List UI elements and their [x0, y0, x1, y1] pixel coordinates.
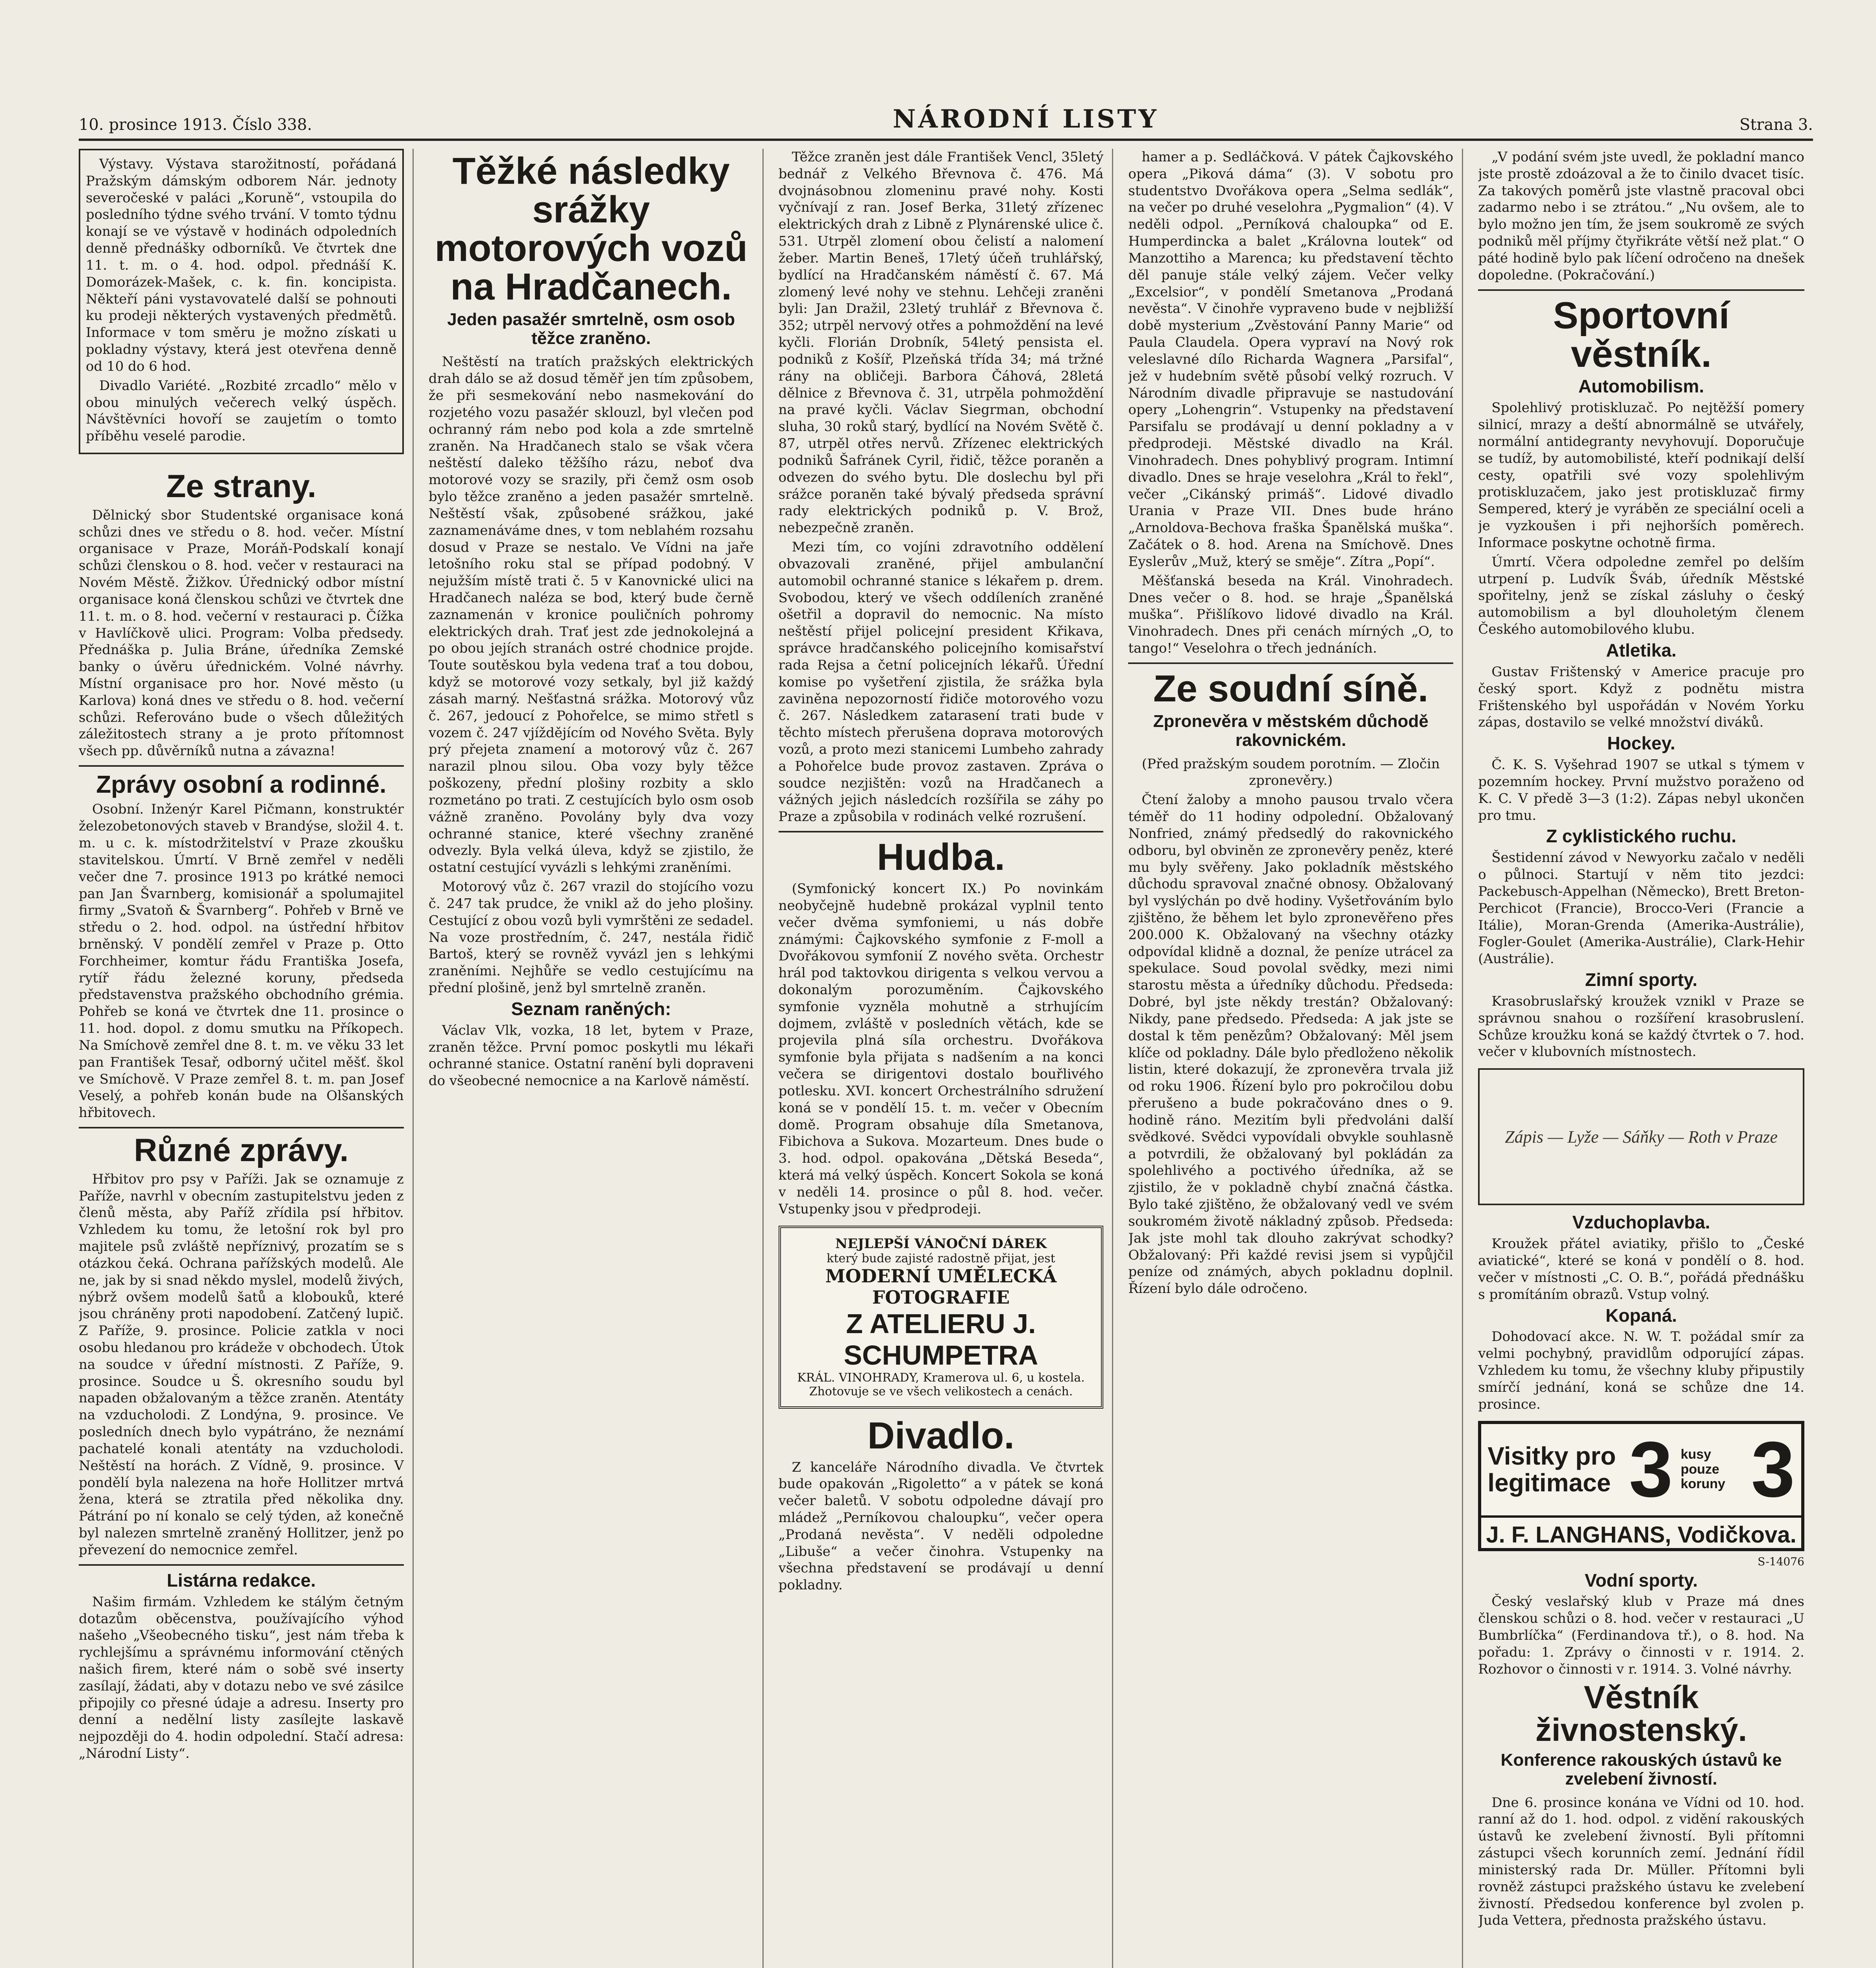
- kopana-paragraph: Dohodovací akce. N. W. T. požádal smír za velmi pochybný, pravidlům odporující zápas. Vzhledem ku tomu, že všechny kluby připustily smírčí jednání, koná se schůze dne 14. prosince.: [1478, 1329, 1804, 1412]
- section-title-divadlo: Divadlo.: [867, 1414, 1015, 1457]
- divider: [779, 831, 1104, 832]
- vodni-paragraph: Český veslařský klub v Praze má dnes členskou schůzi o 8. hod. večer v restauraci „U Bumbrlíčka“ (Ferdinandova tř.), o 8. hod. Na pořadu: 1. Zprávy o činnosti v r. 1914. 2. Rozhovor o činnosti v r. 1914. 3. Volné návrhy.: [1478, 1594, 1804, 1677]
- article-body: [1478, 400, 1804, 638]
- section-title-zivnostensky: Věstník živnostenský.: [1535, 1679, 1747, 1748]
- article-body: [1478, 664, 1804, 731]
- hudba-paragraph: (Symfonický koncert IX.) Po novinkám neobyčejně hudebně prokázal vyplnil tento večer dvěma symfoniemi, u nás dobře známými: Čajkovského symfonie z F-moll a Dvořákovou symfonií Z nového světa. Orchestr hrál pod taktovkou dirigenta s velkou vervou a dokonalým porozuměním. Čajkovského symfonie vyzněla mohutně a strhujícím dojmem, zvláště v posledních větách, kde se projevila plná síla orchestru. Dvořákova symfonie byla přijata s nadšením a na konci večera se dirigentovi dostalo bouřlivého potlesku. XVI. koncert Orchestrálního sdružení koná se v pondělí 15. t. m. večer v Obecním domě. Program obsahuje díla Smetanova, Fibichova a Sukova. Mozarteum. Dnes bude o 3. hod. odpol. opakována „Dětská Beseda“, která má velký úspěch. Koncert Sokola se koná v neděli 14. prosince o půl 8. hod. večer. Vstupenky jsou v předprodeji.: [778, 881, 1104, 1217]
- subsection-zimni: Zimní sporty.: [1585, 969, 1698, 990]
- atletika-paragraph: Gustav Frištenský v Americe pracuje pro český sport. Když z podnětu mistra Frištenského byl uspořádán v Novém Yorku zápas, dostavilo se velké množství diváků.: [1478, 664, 1804, 731]
- article-body: [1478, 1328, 1804, 1413]
- article-body: [1478, 756, 1804, 824]
- article-body: [1478, 1794, 1804, 1929]
- section-title-seznam: Seznam raněných:: [511, 998, 671, 1019]
- section-title-listarna: Listárna redakce.: [167, 1570, 316, 1591]
- article-body: [429, 353, 754, 996]
- divider: [79, 765, 404, 767]
- zivno-paragraph: Dne 6. prosince konána ve Vídni od 10. hod. ranní až do 1. hod. odpol. z vidění rakouských ústavů ke zvelebení živností. Byli přítomni zástupci všech korunních zemí. Jednání řídil ministerský rada Dr. Müller. Přítomni byli rovněž zástupci pražského ústavu ke zvelebení živností. Předsedou konference byl zvolen p. Juda Vettera, přednosta pražského ústavu.: [1478, 1794, 1804, 1929]
- opera-paragraph: hamer a p. Sedláčková. V pátek Čajkovského opera „Piková dáma“ (3). V sobotu pro studentstvo Dvořákova opera „Selma sedlák“, na večer po druhé veselohra „Pygmalion“ (4). V neděli odpol. „Perníková chaloupka“ od E. Humperdincka a balet „Královna loutek“ od Manzottiho a Marenca; ku představení těchto děl panuje stále velký zájem. Večer velky „Excelsior“, v pondělí Smetanova „Prodaná nevěsta“. V činohře vypraveno bude v nejbližší době mysterium „Zvěstování Panny Marie“ od Paula Claudela. Opera vypraví na Nový rok veleslavné dílo Richarda Wagnera „Parsifal“, jež v hudebním světě působí velký rozruch. V Národním divadle připravuje se nastudování opery „Lohengrin“. Vstupenky na představení Parsifalu se prodávají u denní pokladny a v předprodeji. Městské divadlo na Král. Vinohradech. Dnes pohyblivý program. Intimní divadlo. Dnes se hraje veselohra „Král to řekl“, večer „Cikánský primáš“. Lidové divadlo Urania v Praze VII. Dnes bude hráno „Arnoldova-Bechova fraška Španělská muška“. Začátek o 8. hod. Arena na Smíchově. Dnes Eyslerův „Muž, který se směje“. Zítra „Popí“.: [1128, 149, 1454, 570]
- article-body: [1478, 993, 1804, 1060]
- vzducho-paragraph: Kroužek přátel aviatiky, přišlo to „České aviatické“, které se koná v pondělí o 8. hod. večer v místnosti „C. O. B.“, pořádá přednášku s promítáním obrazů. Vstup volný.: [1478, 1236, 1804, 1302]
- soud-paragraph: Čtení žaloby a mnoho pausou trvalo včera téměř do 11 hodiny odpolední. Obžalovaný Nonfried, známý předsedlý do rakovnického odboru, byl obviněn ze zpronevěry peněz, které mu byly svěřeny. Jako pokladník městského důchodu spravoval značné obnosy. Obžalovaný byl vyslýchán po dvě hodiny. Vyšetřováním bylo zjištěno, že během let bylo zpronevěřeno přes 200.000 K. Obžalovaný na všechny otázky odpovídal klidně a doznal, že peníze utrácel za spekulace. Soud povolal svědky, mezi nimi starostu města a úředníky důchodu. Předseda: Dobré, byl jste někdy trestán? Obžalovaný: Nikdy, pane předsedo. Předseda: A jak jste se dostal k těm penězům? Obžalovaný: Měl jsem klíče od pokladny. Dále bylo předloženo několik listin, které dokazují, že zpronevěra trvala již od roku 1906. Řízení bylo pro pokročilou dobu přerušeno a bude pokračováno dnes o 9. hodině ráno. Mezitím byli předvoláni další svědkové. Svědci vypovídali obvykle souhlasně a potvrdili, že obžalovaný byl pokládán za spolehlivého a poctivého úředníka, až se zjistilo, že v pokladně chybí značná částka. Bylo také zjištěno, že obžalovaný vedl ve svém soukromém životě nákladný způsob. Předseda: Jak jste mohl tak dlouho zakrývat schodky? Obžalovaný: Při každé revisi jsem si vypůjčil peníze od známých, abych pokladnu doplnil. Řízení bylo dále odročeno.: [1128, 792, 1454, 1297]
- section-title-soudni-sin: Ze soudní síně.: [1153, 667, 1428, 710]
- article-body: [429, 1022, 754, 1089]
- ad-line: MODERNÍ UMĚLECKÁ FOTOGRAFIE: [825, 1265, 1057, 1308]
- ad-line: který bude zajisté radostně přijat, jest: [827, 1251, 1055, 1265]
- zraneni-paragraph-2: Mezi tím, co vojíni zdravotního oddělení obvazovali zraněné, přijel ambulanční automobil ochranné stanice s lékařem p. drem. Svobodou, který ve všech oddíleních zraněné ošetřil a dopravil do nemocnic. Na místo neštěstí přijel policejní president Křikava, správce hradčanského policejního komisařství rada Rejsa a četní policejních lékařů. Úřední komise po vyšetření zjistila, že srážka byla zaviněna nepozorností řidiče motorového vozu č. 267. Následkem zatarasení trati bude v těchto místech přerušena doprava motorových vozů, a proto mezi stanicemi Lumbeho zahrady a Pohořelce bude provoz zastaven. Zpráva o soudce nezjištěn: vozů na Hradčanech a vážných jejich následcích rozšířila se záhy po Praze a způsobila v rodinách velké rozrušení.: [778, 539, 1104, 825]
- article-body: [1128, 756, 1453, 790]
- subsection-vzducho: Vzduchoplavba.: [1572, 1212, 1710, 1233]
- column-4: [1128, 149, 1463, 1968]
- ad-brand: Z ATELIERU J. SCHUMPETRA: [844, 1308, 1038, 1371]
- soud-note: (Před pražským soudem porotním. — Zločin zpronevěry.): [1142, 756, 1440, 789]
- article-body: [1128, 792, 1453, 1297]
- subsection-vodni: Vodní sporty.: [1585, 1570, 1698, 1591]
- stamp-ad-roth: Zápis — Lyže — Sáňky — Roth v Praze: [1478, 1068, 1804, 1205]
- visitky-left: Visitky pro legitimace: [1487, 1442, 1616, 1497]
- subsection-cyklo: Z cyklistického ruchu.: [1546, 826, 1737, 847]
- seznam-paragraph: Václav Vlk, vozka, 18 let, bytem v Praze, zraněn těžce. První pomoc poskytli mu lékaři ochranné stanice. Ostatní ranění byli dopraveni do všeobecné nemocnice a na Karlově náměstí.: [428, 1022, 754, 1089]
- column-1: [79, 149, 414, 1968]
- listarna-paragraph: Našim firmám. Vzhledem ke stálým četným dotazům oběcenstva, používajícího výhod našeho „Všeobecného tisku“, jest nám třeba k rychlejšímu a správnému informování ctěných našich firem, které nám o sobě své inserty zasílají, žádati, aby v dotazu nebo ve své zásilce připojily co přesné údaje a adresu. Inserty pro denní a nedělní listy zasílejte laskavě nejpozději do 4. hodin odpolední. Stačí adresa: „Národní Listy“.: [79, 1594, 404, 1762]
- article-body: [79, 1594, 404, 1762]
- article-body: [1478, 149, 1804, 284]
- visitky-row: [1481, 1424, 1801, 1515]
- subheadline-zivno: Konference rakouských ústavů ke zvelebení živností.: [1500, 1750, 1782, 1789]
- visitky-price: 3: [1751, 1425, 1795, 1513]
- article-body: [1478, 1593, 1804, 1678]
- section-title-ze-strany: Ze strany.: [166, 468, 316, 505]
- zpravy-osobni-paragraph: Osobní. Inženýr Karel Pičmann, konstruktér železobetonových staveb v Brandýse, složil 4. t. m. u c. k. místodržitelství v Praze zkoušku stavitelskou. Úmrtí. V Brně zemřel v neděli večer dne 7. prosince 1913 po krátké nemoci pan Jan Švarnberg, komisionář a spolumajitel firmy „Svatoň & Švarnberg“. Pohřeb v Brně ve středu o 2. hod. odpol. na ústřední hřbitov brněnský. V pondělí zemřel v Praze p. Otto Forchheimer, komtur řádu Františka Josefa, rytíř řádu železné koruny, předseda představenstva pražského obchodního grémia. Pohřeb se koná ve čtvrtek dne 11. prosince o 11. hod. dopol. z domu smutku na Příkopech. Na Smíchově zemřel dne 8. t. m. ve věku 33 let pan František Tesař, odborný učitel měšť. škol ve Smíchově. V Praze zemřel 8. t. m. pan Josef Veselý, a pohřeb konán bude na Olšanských hřbitovech.: [79, 801, 404, 1121]
- subsection-kopana: Kopaná.: [1605, 1305, 1677, 1326]
- article-body: [779, 1459, 1104, 1594]
- section-title-sport: Sportovní věstník.: [1553, 294, 1730, 375]
- columns: [79, 149, 1813, 1968]
- zraneni-paragraph: Těžce zraněn jest dále František Vencl, 35letý bednář z Velkého Břevnova č. 476. Má dvojnásobnou zlomeninu pravé nohy. Kosti vyčnívají z ran. Josef Berka, 31letý zřízenec elektrických drah z Libně z Plynárenské ulice č. 531. Utrpěl zlomení obou čelistí a nalomení žeber. Martin Beneš, 17letý účeň truhlářský, bydlící na Hradčanském náměstí č. 67. Má zlomený levé nohy ve stehnu. Lehčeji zraněni byli: Jan Dražil, 23letý truhlář z Břevnova č. 352; utrpěl nervový otřes a pohmoždění na levé kyčli. Florián Drobník, 54letý pensista el. podniků z Košíř, Plzeňská třída 34; má tržné rány na obličeji. Barbora Čáhová, 28letá dělnice z Břevnova č. 31, utrpěla pohmoždění na pravé kyčli. Václav Siegrman, obchodní sluha, 30 roků starý, bydlící na Novém Světě č. 87, utrpěl otřes nervů. Zřízenec elektrických podniků Šafránek Cyril, řidič, těžce poraněn a odvezen do svého bytu. Dle doslechu byl při srážce poraněn také bývalý předseda správní rady elektrických podniků p. V. Brož, nebezpečně zraněn.: [778, 149, 1104, 536]
- srazka-paragraph-2: Motorový vůz č. 267 vrazil do stojícího vozu č. 247 tak prudce, že vnikl až do jeho plošiny. Cestující z obou vozů byli vymrštěni ze sedadel. Na voze prostředním, č. 247, nestála řidič Bartoš, který se rovněž vyvázl jen s lehkými zraněními. Nejhůře se vedlo cestujícímu na přední plošině, jenž byl smrtelně zraněn.: [428, 879, 754, 996]
- article-vystavy: [79, 149, 404, 454]
- divadlo-paragraph: Z kanceláře Národního divadla. Ve čtvrtek bude opakován „Rigoletto“ a v pátek se koná večer baletů. V sobotu odpoledne dávají pro mládež „Perníkovou chaloupku“, večer opera „Prodaná nevěsta“. V neděli odpoledne „Libuše“ a večer činohra. Vstupenky na všechna představení se prodávají u denní pokladny.: [778, 1459, 1104, 1593]
- page-number: Strana 3.: [1739, 116, 1813, 134]
- article-body: [1478, 1236, 1804, 1303]
- article-body: [779, 880, 1104, 1218]
- vystavy-paragraph: Výstavy. Výstava starožitností, pořádaná Pražským dámským odborem Nár. jednoty severočeské v paláci „Koruně“, vstoupila do posledního týdne svého trvání. V tomto týdnu konají se ve výstavě v hodinách odpoledních denně přednášky odborníků. Ve čtvrtek dne 11. t. m. o 4. hod. odpol. přednáší K. Domorázek-Mašek, c. k. fin. koncipista. Někteří páni vystavovatelé další se pohnouti ku prodeji některých vystavených předmětů. Informace v tom směru je možno získati u pokladny výstavy, která jest otevřena denně od 10 do 6 hod.: [86, 156, 397, 374]
- column-5: [1478, 149, 1813, 1968]
- umrti-paragraph: Úmrtí. Včera odpoledne zemřel po delším utrpení p. Ludvík Šváb, úředník Městské spořitelny, jenž se získal zásluhy o český automobilism a byl dlouholetým členem Českého automobilového klubu.: [1478, 554, 1804, 638]
- article-body: [79, 801, 404, 1121]
- article-body: [1128, 149, 1453, 657]
- subsection-atletika: Atletika.: [1606, 640, 1677, 660]
- article-body: [79, 1171, 404, 1559]
- auto-paragraph: Spolehlivý protiskluzač. Po nejtěžší pomery silnicí, mrazy a deští abnormálně se utvářely, normální antidegranty nevyhovují. Doporučuje se tudíž, by automobilisté, kteří podnikají delší cesty, opatřili své vozy spolehlivým protiskluzačem, jako jest protiskluzač firmy Sempered, který je vyráběn ze speciální oceli a je vyzkoušen i při nejhorších poměrech. Informace poskytne ochotně firma.: [1478, 400, 1804, 551]
- divider: [79, 1127, 404, 1128]
- soud-continuation: „V podání svém jste uvedl, že pokladní manco jste prostě zdoázoval a že to činilo dvacet tisíc. Za takových poměrů jste vlastně pracoval obci zadarmo nebo i se ztrátou.“ „Nu ovšem, ale to bylo možno jen tím, že jsem soukromě ze svých podniků měl příjmy čtyřikráte větší než plat.“ O páté hodině bylo pak líčení odročeno na dnešek dopoledne. (Pokračování.): [1478, 149, 1804, 283]
- subsection-automobilism: Automobilism.: [1578, 376, 1704, 397]
- cyklo-paragraph: Šestidenní závod v Newyorku začalo v neděli o půlnoci. Startují v něm tito jezdci: Packebusch-Appelhan (Německo), Brett Breton-Perchicot (Francie), Brocco-Veri (Francie a Itálie), Moran-Grenda (Amerika-Austrálie), Fogler-Goulet (Amerika-Austrálie), Clark-Hehir (Austrálie).: [1478, 850, 1804, 967]
- section-title-zpravy-osobni: Zprávy osobní a rodinné.: [96, 771, 387, 799]
- section-title-hudba: Hudba.: [877, 836, 1005, 879]
- divider: [1478, 289, 1804, 291]
- visitky-number: 3: [1629, 1425, 1673, 1513]
- subheadline-srazka: Jeden pasažér smrtelně, osm osob těžce zraněno.: [447, 309, 735, 348]
- hokej-paragraph: Č. K. S. Vyšehrad 1907 se utkal s týmem v pozemním hockey. První mužstvo poraženo od K. C. V předě 3—3 (1:2). Zápas nebyl ukončen pro tmu.: [1478, 757, 1804, 823]
- article-body: [79, 507, 404, 760]
- article-body: [86, 156, 397, 445]
- ad-code: S-14076: [1758, 1555, 1804, 1568]
- zimni-paragraph: Krasobruslařský kroužek vznikl v Praze se správnou snahou o rozšíření krasobruslení. Schůze kroužku koná se každý čtvrtek o 7. hod. večer v klubovních místnostech.: [1478, 993, 1804, 1060]
- headline-srazka: Těžké následky srážky motorových vozů na Hradčanech.: [435, 150, 748, 308]
- divadla-paragraph: Měšťanská beseda na Král. Vinohradech. Dnes večer o 8. hod. se hraje „Španělská muška“. Přišlíkovo lidové divadlo na Král. Vinohradech. Dnes při cenách mírných „O, to tango!“ Veselohra o třech jednáních.: [1128, 573, 1454, 657]
- visitky-firm: J. F. LANGHANS, Vodičkova.: [1481, 1515, 1801, 1548]
- masthead: [79, 98, 1813, 141]
- divider: [1128, 662, 1453, 664]
- ze-strany-paragraph: Dělnický sbor Studentské organisace koná schůzi dnes ve středu o 8. hod. večer. Místní organisace v Praze, Moráň-Podskalí konají schůzi členskou o 8. hod. večer v restauraci na Novém Městě. Žižkov. Úřednický odbor místní organisace koná členskou schůzi ve čtvrtek dne 11. t. m. o 8. hod. večerní v restauraci p. Čížka v Havlíčkově ulici. Program: Volba předsedy. Přednáška p. Julia Bráne, úředníka Zemské banky o úvěru úřednickém. Volné návrhy. Místní organisace pro hor. Nové město (u Karlova) koná dnes ve středu o 8. hod. večerní schůzi. Referováno bude o všech důležitých záležitostech strany a je proto přítomnost všech pp. důvěrníků nutna a závazna!: [79, 507, 404, 759]
- section-title-ruzne: Různé zprávy.: [134, 1132, 349, 1169]
- advertisement-visitky: [1478, 1421, 1804, 1551]
- column-2: [429, 149, 764, 1968]
- subsection-hokej: Hockey.: [1607, 733, 1676, 754]
- ruzne-paragraph: Hřbitov pro psy v Paříži. Jak se oznamuje z Paříže, navrhl v obecním zastupitelstvu jeden z členů města, aby Paříž zřídila psí hřbitov. Vzhledem ku tomu, že letošní rok byl pro majitele psů zvláště nepříznivý, prozatím se s otázkou čeká. Ochrana pařížských modelů. Ale ne, jak by si snad někdo myslel, modelů živých, nýbrž ovšem modelů šatů a klobouků, které jsou chráněny proti napodobení. Zatčený lupič. Z Paříže, 9. prosince. Policie zatkla v noci osobu hledanou pro krádeže v obchodech. Útok na soudce v úřední místnosti. Z Paříže, 9. prosince. Soudce u Š. okresního soudu byl napaden obžalovaným a těžce zraněn. Atentáty na vzducholodi. Z Londýna, 9. prosince. Ve posledních dnech bylo vypátráno, že neznámí pachatelé konali atentáty na vzducholodi. Neštěstí na horách. Z Vídně, 9. prosince. V pondělí byla nalezena na hoře Hollitzer mrtvá žena, která se ztratila před několika dny. Pátrání po ní konalo se celý týden, až konečně byl nalezen smrtelně zraněný Hollitzer, jenž po převezení do nemocnice zemřel.: [79, 1171, 404, 1558]
- article-body: [779, 149, 1104, 825]
- ad-line: NEJLEPŠÍ VÁNOČNÍ DÁREK: [835, 1236, 1047, 1252]
- issue-date: 10. prosince 1913. Číslo 338.: [79, 116, 312, 134]
- divider: [79, 1564, 404, 1566]
- advertisement-schumpetr: [779, 1226, 1104, 1409]
- newspaper-title: NÁRODNÍ LISTY: [893, 104, 1159, 134]
- column-3: [779, 149, 1114, 1968]
- subheadline-soud: Zpronevěra v městském důchodě rakovnickém.: [1153, 711, 1428, 750]
- divadlo-variete-paragraph: Divadlo Variété. „Rozbité zrcadlo“ mělo v obou minulých večerech velký úspěch. Návštěvníci hovoří se zaujetím o tomto příběhu veselé parodie.: [86, 377, 397, 444]
- visitky-mid: kusy pouze koruny: [1680, 1447, 1726, 1492]
- article-body: [1478, 849, 1804, 967]
- ad-line: KRÁL. VINOHRADY, Kramerova ul. 6, u kostela. Zhotovuje se ve všech velikostech a cenách.: [797, 1371, 1085, 1398]
- srazka-paragraph: Neštěstí na tratích pražských elektrických drah dálo se až dosud těměř jen tím způsobem, že při sesmekování nebo nasmekování do rozjetého vozu pasažér sklouzl, byl vlečen pod ochranný rám nebo pod kola a zde smrtelně zraněn. Na Hradčanech stalo se však včera neštěstí daleko těžšího rázu, neboť dva motorové vozy se srazily, při čemž osm osob bylo těžce zraněno a jeden pasažér smrtelně. Neštěstí však, způsobené srážkou, jaké zaznamenáváme dnes, v tom neblahém rozsahu dosud v Praze se nestalo. Ve Vídni na jaře letošního roku stal se případ podobný. V nejužším místě trati č. 5 v Kanovnické ulici na Hradčanech naléza se bod, který bude černě zaznamenán v kronice pouličních pohromy elektrických drah. Trať jest zde jednokolejná a po obou jejích stranách ostré chodnice projde. Toute soutěskou byla vedena trať a tou dobou, když se motorové vozy setkaly, byl již každý zásah marný. Nešťastná srážka. Motorový vůz č. 267, jedoucí z Pohořelce, se mimo střetl s vozem č. 247 vjíždějícím od Nového Světa. Byly prý přejeta znamení a motorový vůz č. 267 narazil plnou silou. Oba vozy byly těžce poškozeny, přední plošiny rozbity a sklo rozmetáno po trati. Z cestujících bylo osm osob vážně zraněno. Povolány byly dva vozy ochranné stanice, které všechny zraněné odvezly. Byla velká úleva, když se zjistilo, že ostatní cestující vyvázli s lehkými zraněními.: [428, 354, 754, 876]
